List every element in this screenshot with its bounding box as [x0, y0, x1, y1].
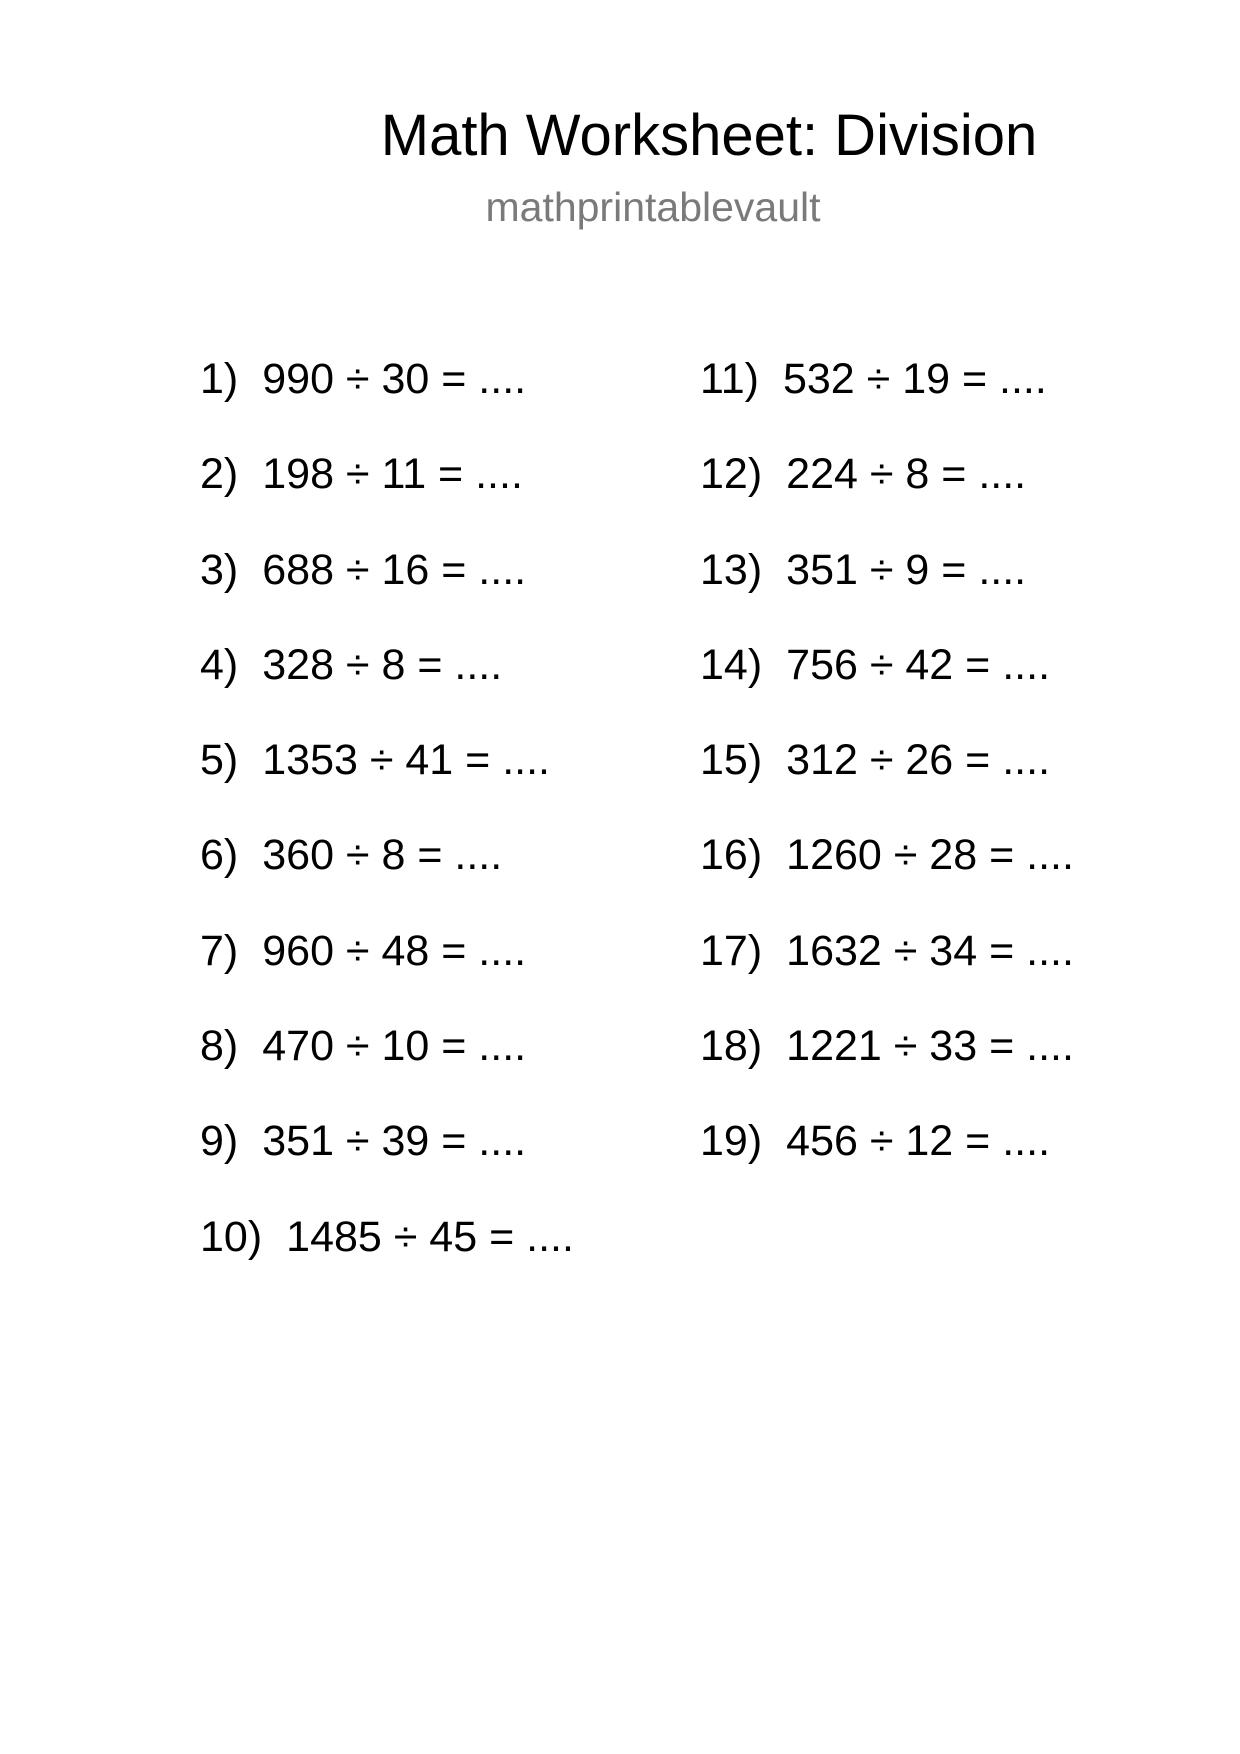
problem-expression: 990 ÷ 30 = ....: [262, 355, 527, 403]
problem-expression: 312 ÷ 26 = ....: [786, 736, 1051, 785]
problem-number: 13): [700, 545, 763, 594]
problem-item-5: [200, 730, 574, 825]
problem-number: 16): [700, 831, 763, 880]
problem-number: 2): [200, 450, 239, 499]
problem-item-10: [200, 1207, 574, 1302]
problem-expression: 351 ÷ 39 = ....: [262, 1117, 527, 1166]
problem-number: 15): [700, 736, 763, 785]
worksheet-title: Math Worksheet: Division: [380, 103, 1038, 168]
problem-expression: 1353 ÷ 41 = ....: [262, 736, 551, 785]
problem-item-16: [700, 825, 1074, 920]
problem-item-3: [200, 540, 574, 635]
problem-expression: 1632 ÷ 34 = ....: [786, 926, 1074, 975]
problem-expression: 360 ÷ 8 = ....: [262, 831, 503, 880]
problem-expression: 960 ÷ 48 = ....: [262, 926, 527, 975]
problem-item-6: [200, 825, 574, 920]
problem-number: 3): [200, 545, 239, 594]
problem-item-8: [200, 1016, 574, 1111]
problem-number: 19): [700, 1117, 763, 1166]
problem-column-right: [700, 349, 1074, 1207]
problem-expression: 470 ÷ 10 = ....: [262, 1022, 527, 1071]
problem-number: 18): [700, 1022, 763, 1071]
problem-expression: 1221 ÷ 33 = ....: [786, 1022, 1074, 1071]
problem-expression: 328 ÷ 8 = ....: [262, 640, 503, 689]
worksheet-subtitle: mathprintablevault: [485, 184, 821, 230]
problem-number: 5): [200, 736, 239, 785]
problem-expression: 198 ÷ 11 = ....: [262, 450, 523, 499]
problem-number: 11): [700, 355, 759, 403]
problem-item-9: [200, 1111, 574, 1206]
problem-expression: 456 ÷ 12 = ....: [786, 1117, 1051, 1166]
problem-item-7: [200, 921, 574, 1016]
problem-item-18: [700, 1016, 1074, 1111]
problem-expression: 1485 ÷ 45 = ....: [286, 1212, 574, 1261]
problem-number: 6): [200, 831, 239, 880]
problem-number: 7): [200, 926, 239, 975]
problem-column-left: [200, 349, 574, 1302]
problem-expression: 1260 ÷ 28 = ....: [786, 831, 1074, 880]
problem-item-11: [700, 349, 1074, 444]
problem-item-19: [700, 1111, 1074, 1206]
problem-expression: 756 ÷ 42 = ....: [786, 640, 1051, 689]
problem-number: 12): [700, 450, 763, 499]
problem-item-17: [700, 921, 1074, 1016]
problem-item-1: [200, 349, 574, 444]
problem-item-15: [700, 730, 1074, 825]
problem-item-12: [700, 444, 1074, 539]
problem-number: 1): [200, 355, 239, 403]
problem-item-2: [200, 444, 574, 539]
problem-item-4: [200, 635, 574, 730]
problem-expression: 351 ÷ 9 = ....: [786, 545, 1027, 594]
problem-number: 8): [200, 1022, 239, 1071]
problem-number: 4): [200, 640, 239, 689]
problem-number: 17): [700, 926, 763, 975]
problem-item-14: [700, 635, 1074, 730]
problem-expression: 532 ÷ 19 = ....: [782, 355, 1047, 403]
problem-expression: 224 ÷ 8 = ....: [786, 450, 1027, 499]
problem-number: 9): [200, 1117, 239, 1166]
problem-expression: 688 ÷ 16 = ....: [262, 545, 527, 594]
problem-item-13: [700, 540, 1074, 635]
problem-number: 14): [700, 640, 763, 689]
problem-number: 10): [200, 1212, 263, 1261]
